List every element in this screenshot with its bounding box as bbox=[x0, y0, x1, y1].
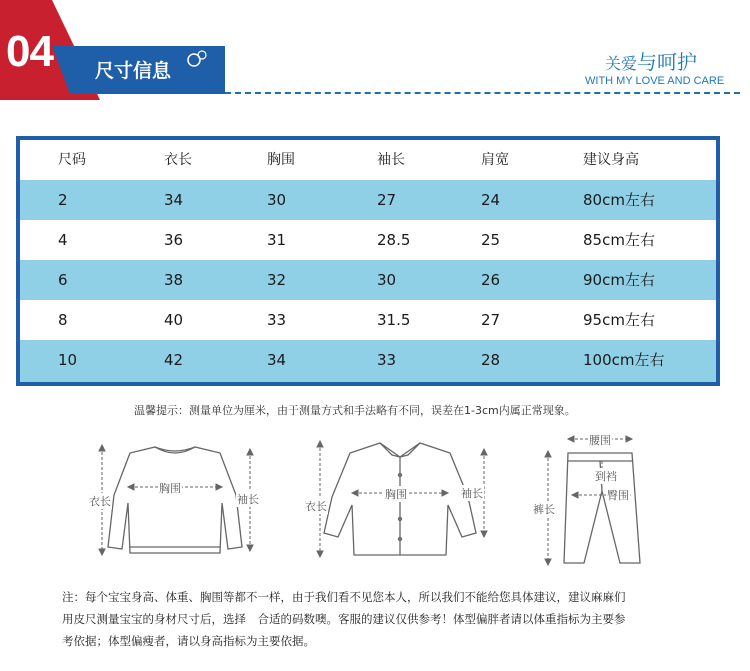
slogan-en: WITH MY LOVE AND CARE bbox=[585, 75, 725, 87]
section-title: 尺寸信息 bbox=[95, 60, 172, 82]
table-cell: 2 bbox=[58, 191, 68, 209]
table-cell: 6 bbox=[58, 271, 68, 289]
pants-rise-label: 到裆 bbox=[595, 470, 617, 483]
table-cell: 30 bbox=[267, 191, 287, 209]
table-cell: 40 bbox=[164, 311, 184, 329]
table-cell: 30 bbox=[377, 271, 397, 289]
table-cell: 42 bbox=[164, 351, 184, 369]
header-cell: 胸围 bbox=[267, 152, 295, 168]
table-cell: 27 bbox=[377, 191, 397, 209]
pants-waist-label: 腰围 bbox=[589, 434, 611, 447]
table-cell: 33 bbox=[267, 311, 287, 329]
sweater-chest-label: 胸围 bbox=[159, 482, 181, 495]
table-cell: 31 bbox=[267, 231, 287, 249]
table-header-row bbox=[20, 140, 716, 180]
table-cell: 24 bbox=[481, 191, 501, 209]
table-cell: 33 bbox=[377, 351, 397, 369]
measurement-tip: 温馨提示：测量单位为厘米，由于测量方式和手法略有不同，误差在1-3cm内属正常现象。 bbox=[134, 404, 576, 417]
table-cell: 26 bbox=[481, 271, 501, 289]
size-table bbox=[16, 136, 720, 386]
table-cell: 34 bbox=[164, 191, 184, 209]
table-row bbox=[20, 300, 716, 340]
pants-diagram bbox=[528, 425, 648, 570]
table-cell: 4 bbox=[58, 231, 68, 249]
section-number: 04 bbox=[6, 27, 53, 76]
table-row bbox=[20, 220, 716, 260]
shirt-length-label: 衣长 bbox=[305, 500, 327, 513]
header-cell: 建议身高 bbox=[583, 152, 639, 168]
table-row bbox=[20, 180, 716, 220]
sweater-length-label: 衣长 bbox=[89, 495, 111, 508]
table-cell: 85cm左右 bbox=[583, 231, 655, 249]
table-cell: 36 bbox=[164, 231, 184, 249]
note-line: 用皮尺测量宝宝的身材尺寸后，选择 合适的码数噢。客服的建议仅供参考！体型偏胖者请以体重指标为主要参 bbox=[62, 612, 626, 626]
table-cell: 32 bbox=[267, 271, 287, 289]
sizing-note bbox=[62, 586, 712, 652]
header-cell: 袖长 bbox=[377, 152, 405, 168]
slogan-small: 关爱 bbox=[605, 54, 638, 73]
table-cell: 25 bbox=[481, 231, 501, 249]
table-cell: 28.5 bbox=[377, 231, 411, 249]
table-cell: 90cm左右 bbox=[583, 271, 655, 289]
shirt-sleeve-label: 袖长 bbox=[461, 487, 483, 500]
table-cell: 100cm左右 bbox=[583, 351, 665, 369]
table-cell: 38 bbox=[164, 271, 184, 289]
table-row bbox=[20, 340, 716, 382]
pants-hip-label: 臀围 bbox=[607, 489, 629, 502]
note-line: 考依据；体型偏瘦者，请以身高指标为主要依据。 bbox=[62, 634, 315, 648]
banner-divider bbox=[225, 92, 740, 94]
pants-length-label: 裤长 bbox=[533, 503, 555, 516]
note-line: 注：每个宝宝身高、体重、胸围等都不一样，由于我们看不见您本人，所以我们不能给您具体建议，建议麻麻们 bbox=[62, 590, 626, 604]
shirt-chest-label: 胸围 bbox=[385, 488, 407, 501]
sweater-diagram bbox=[80, 435, 270, 565]
table-cell: 10 bbox=[58, 351, 78, 369]
slogan-big: 与呵护 bbox=[637, 50, 698, 74]
table-cell: 28 bbox=[481, 351, 501, 369]
shirt-diagram bbox=[300, 435, 500, 565]
table-cell: 8 bbox=[58, 311, 68, 329]
header-cell: 衣长 bbox=[164, 152, 192, 168]
section-banner bbox=[0, 0, 750, 100]
table-cell: 80cm左右 bbox=[583, 191, 655, 209]
table-row bbox=[20, 260, 716, 300]
sweater-sleeve-label: 袖长 bbox=[237, 493, 259, 506]
table-cell: 27 bbox=[481, 311, 501, 329]
table-cell: 31.5 bbox=[377, 311, 411, 329]
header-cell: 肩宽 bbox=[481, 152, 509, 168]
table-cell: 95cm左右 bbox=[583, 311, 655, 329]
slogan-cn bbox=[605, 52, 697, 72]
header-cell: 尺码 bbox=[58, 152, 86, 168]
table-cell: 34 bbox=[267, 351, 287, 369]
